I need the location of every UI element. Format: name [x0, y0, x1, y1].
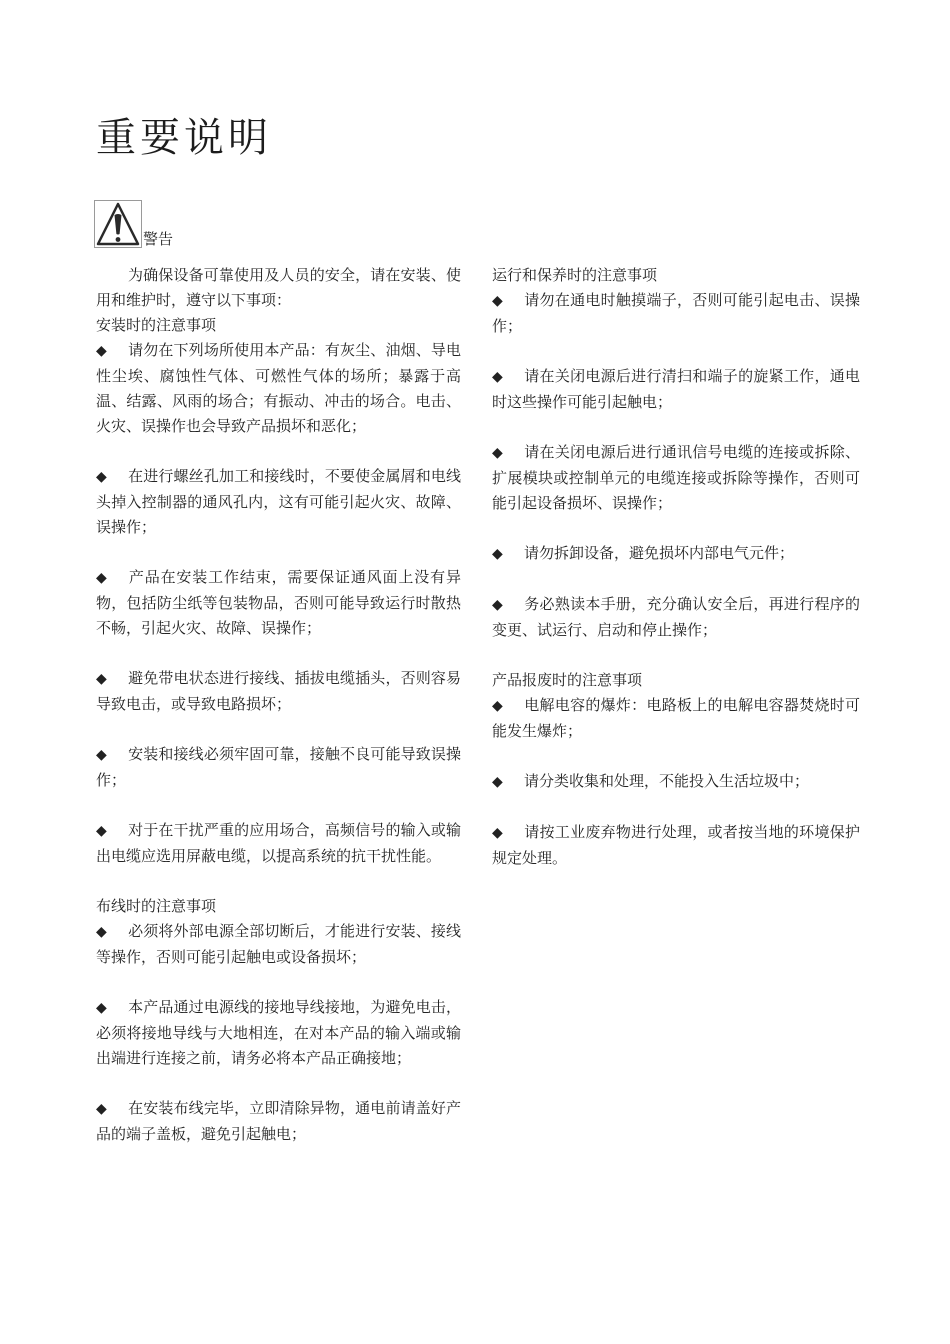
bullet-diamond-icon: ◆	[96, 469, 107, 485]
bullet-diamond-icon: ◆	[96, 823, 107, 839]
right-column	[492, 263, 860, 871]
list-item: ◆ 避免带电状态进行接线、插拔电缆插头，否则容易导致电击，或导致电路损坏；	[96, 669, 461, 713]
bullet-diamond-icon: ◆	[96, 343, 107, 359]
warning-label: 警告	[143, 230, 174, 248]
bullet-diamond-icon: ◆	[96, 747, 107, 763]
list-item: ◆ 安装和接线必须牢固可靠，接触不良可能导致误操作；	[96, 745, 461, 789]
warning-block	[94, 200, 173, 248]
list-item: ◆ 产品在安装工作结束，需要保证通风面上没有异物，包括防尘纸等包装物品，否则可能导致运行时散热不畅，引起火灾、故障、误操作；	[96, 568, 461, 637]
bullet-diamond-icon: ◆	[492, 445, 503, 461]
list-item: ◆ 请分类收集和处理，不能投入生活垃圾中；	[492, 769, 860, 795]
list-item: ◆ 请按工业废弃物进行处理，或者按当地的环境保护规定处理。	[492, 823, 860, 867]
list-item: ◆ 本产品通过电源线的接地导线接地，为避免电击，必须将接地导线与大地相连，在对本产品的输入端或输出端进行连接之前，请务必将本产品正确接地；	[96, 998, 461, 1067]
list-item: ◆ 请勿拆卸设备，避免损坏内部电气元件；	[492, 541, 860, 567]
bullet-diamond-icon: ◆	[96, 1000, 107, 1016]
bullet-diamond-icon: ◆	[492, 597, 503, 613]
warning-triangle-icon	[94, 200, 142, 248]
section-heading-wiring: 布线时的注意事项	[96, 897, 217, 915]
bullet-diamond-icon: ◆	[492, 546, 503, 562]
bullet-diamond-icon: ◆	[492, 825, 503, 841]
bullet-diamond-icon: ◆	[96, 924, 107, 940]
list-item: ◆ 请勿在下列场所使用本产品：有灰尘、油烟、导电性尘埃、腐蚀性气体、可燃性气体的场所；暴露于高温、结露、风雨的场合；有振动、冲击的场合。电击、火灾、误操作也会导致产品损坏和恶化；	[96, 341, 461, 435]
list-item: ◆ 请勿在通电时触摸端子，否则可能引起电击、误操作；	[492, 291, 860, 335]
bullet-diamond-icon: ◆	[96, 1101, 107, 1117]
bullet-diamond-icon: ◆	[492, 369, 503, 385]
intro-text: 为确保设备可靠使用及人员的安全，请在安装、使用和维护时，遵守以下事项：	[96, 266, 461, 309]
page-title: 重要说明	[96, 115, 272, 161]
bullet-diamond-icon: ◆	[492, 293, 503, 309]
section-heading-operation: 运行和保养时的注意事项	[492, 266, 658, 284]
bullet-diamond-icon: ◆	[492, 774, 503, 790]
bullet-diamond-icon: ◆	[492, 698, 503, 714]
left-column	[96, 263, 461, 1147]
list-item: ◆ 对于在干扰严重的应用场合，高频信号的输入或输出电缆应选用屏蔽电缆，以提高系统的抗干扰性能。	[96, 821, 461, 865]
list-item: ◆ 在进行螺丝孔加工和接线时，不要使金属屑和电线头掉入控制器的通风孔内，这有可能引起火灾、故障、误操作；	[96, 467, 461, 536]
section-heading-disposal: 产品报废时的注意事项	[492, 671, 643, 689]
list-item: ◆ 电解电容的爆炸：电路板上的电解电容器焚烧时可能发生爆炸；	[492, 696, 860, 740]
bullet-diamond-icon: ◆	[96, 570, 107, 586]
section-heading-install: 安装时的注意事项	[96, 316, 217, 334]
list-item: ◆ 请在关闭电源后进行清扫和端子的旋紧工作，通电时这些操作可能引起触电；	[492, 367, 860, 411]
list-item: ◆ 在安装布线完毕，立即清除异物，通电前请盖好产品的端子盖板，避免引起触电；	[96, 1099, 461, 1143]
list-item: ◆ 务必熟读本手册，充分确认安全后，再进行程序的变更、试运行、启动和停止操作；	[492, 595, 860, 639]
bullet-diamond-icon: ◆	[96, 671, 107, 687]
list-item: ◆ 必须将外部电源全部切断后，才能进行安装、接线等操作，否则可能引起触电或设备损坏；	[96, 922, 461, 966]
list-item: ◆ 请在关闭电源后进行通讯信号电缆的连接或拆除、扩展模块或控制单元的电缆连接或拆除等操作，否则可能引起设备损坏、误操作；	[492, 443, 860, 512]
